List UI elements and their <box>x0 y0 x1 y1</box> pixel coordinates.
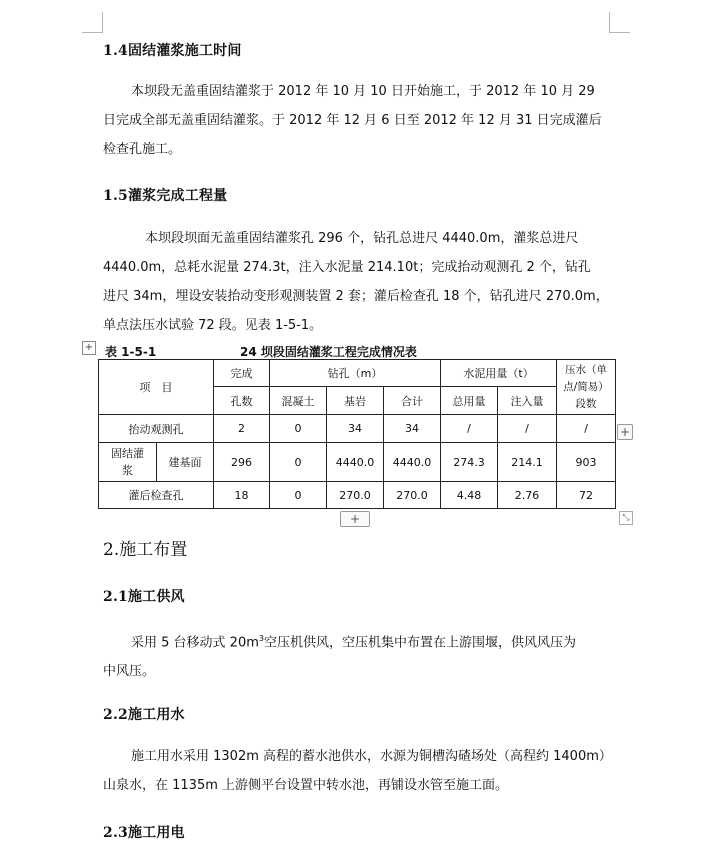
section-heading-1-4: 1.4固结灌浆施工时间 <box>103 43 242 59</box>
paragraph-line: 单点法压水试验 72 段。见表 1-5-1。 <box>103 318 323 333</box>
header-item: 项 目 <box>99 360 214 415</box>
row-group-label: 固结灌浆 <box>99 443 157 482</box>
cell-concrete: 0 <box>270 443 327 482</box>
header-cement: 水泥用量（t） <box>441 360 557 387</box>
cell-total: 270.0 <box>384 482 441 509</box>
paragraph-1-5 <box>103 224 609 340</box>
cell-total: 4440.0 <box>384 443 441 482</box>
superscript-text: 3 <box>258 634 264 643</box>
row-label: 灌后检查孔 <box>99 482 214 509</box>
cell-bedrock: 270.0 <box>327 482 384 509</box>
page-margin-corner-left <box>82 12 103 33</box>
paragraph-line: 本坝段无盖重固结灌浆于 2012 年 10 月 10 日开始施工，于 2012 年 10 月 29 <box>131 84 595 99</box>
row-label: 建基面 <box>157 443 214 482</box>
section-heading-1-5: 1.5灌浆完成工程量 <box>103 188 228 204</box>
cell-concrete: 0 <box>270 415 327 443</box>
cell-concrete: 0 <box>270 482 327 509</box>
cell-water-test: / <box>557 415 616 443</box>
table-row <box>99 443 616 482</box>
cell-injected: 214.1 <box>498 443 557 482</box>
paragraph-2-2 <box>103 742 612 800</box>
paragraph-line: 进尺 34m，埋设安装抬动变形观测装置 2 套；灌后检查孔 18 个，钻孔进尺 270.0m， <box>103 289 609 304</box>
table-caption-number: 表 1-5-1 <box>105 345 157 359</box>
paragraph-line: 施工用水采用 1302m 高程的蓄水池供水，水源为铜槽沟碴场处（高程约 1400m） <box>131 749 612 764</box>
cell-holes: 2 <box>214 415 270 443</box>
cell-injected: 2.76 <box>498 482 557 509</box>
paragraph-1-4 <box>103 77 609 164</box>
cell-water-test: 72 <box>557 482 616 509</box>
cell-total: 34 <box>384 415 441 443</box>
paragraph-text: 空压机供风，空压机集中布置在上游围堰，供风风压为 <box>263 635 576 651</box>
table-caption-title: 24 坝段固结灌浆工程完成情况表 <box>240 345 417 359</box>
section-heading-2-2: 2.2施工用水 <box>103 707 185 723</box>
header-total: 合计 <box>384 387 441 415</box>
section-heading-2: 2.施工布置 <box>103 540 188 560</box>
table-move-handle-icon[interactable]: + <box>82 341 96 355</box>
grouting-quantities-table <box>98 359 616 509</box>
paragraph-line: 日完成全部无盖重固结灌浆。于 2012 年 12 月 6 日至 2012 年 12 月 31 日完成灌后 <box>103 113 602 128</box>
add-row-icon[interactable]: + <box>340 511 370 527</box>
cell-injected: / <box>498 415 557 443</box>
cell-holes: 296 <box>214 443 270 482</box>
cell-bedrock: 4440.0 <box>327 443 384 482</box>
cell-total-use: 4.48 <box>441 482 498 509</box>
add-column-icon[interactable]: + <box>617 424 633 440</box>
header-total-use: 总用量 <box>441 387 498 415</box>
header-concrete: 混凝土 <box>270 387 327 415</box>
cell-bedrock: 34 <box>327 415 384 443</box>
paragraph-line: 4440.0m，总耗水泥量 274.3t，注入水泥量 214.10t；完成抬动观测孔 2 个，钻孔 <box>103 260 591 275</box>
header-water-test: 压水（单点/简易）段数 <box>557 360 616 415</box>
section-heading-2-3: 2.3施工用电 <box>103 825 185 841</box>
header-injected: 注入量 <box>498 387 557 415</box>
paragraph-line: 本坝段坝面无盖重固结灌浆孔 296 个，钻孔总进尺 4440.0m，灌浆总进尺 <box>145 231 579 246</box>
header-completed: 完成 <box>214 360 270 387</box>
row-label: 抬动观测孔 <box>99 415 214 443</box>
paragraph-line: 中风压。 <box>103 664 156 680</box>
cell-holes: 18 <box>214 482 270 509</box>
table-row <box>99 482 616 509</box>
cell-total-use: 274.3 <box>441 443 498 482</box>
header-drill: 钻孔（m） <box>270 360 441 387</box>
header-holes: 孔数 <box>214 387 270 415</box>
paragraph-2-1 <box>103 624 609 686</box>
section-heading-2-1: 2.1施工供风 <box>103 589 185 605</box>
cell-water-test: 903 <box>557 443 616 482</box>
header-bedrock: 基岩 <box>327 387 384 415</box>
table-resize-icon[interactable]: ⤡ <box>619 511 633 525</box>
cell-total-use: / <box>441 415 498 443</box>
table-row <box>99 415 616 443</box>
paragraph-line: 山泉水，在 1135m 上游侧平台设置中转水池，再铺设水管至施工面。 <box>103 778 509 793</box>
page-margin-corner-right <box>609 12 630 33</box>
paragraph-text: 采用 5 台移动式 20m <box>131 635 259 651</box>
paragraph-line: 检查孔施工。 <box>103 142 182 157</box>
paragraph-line <box>103 624 609 657</box>
